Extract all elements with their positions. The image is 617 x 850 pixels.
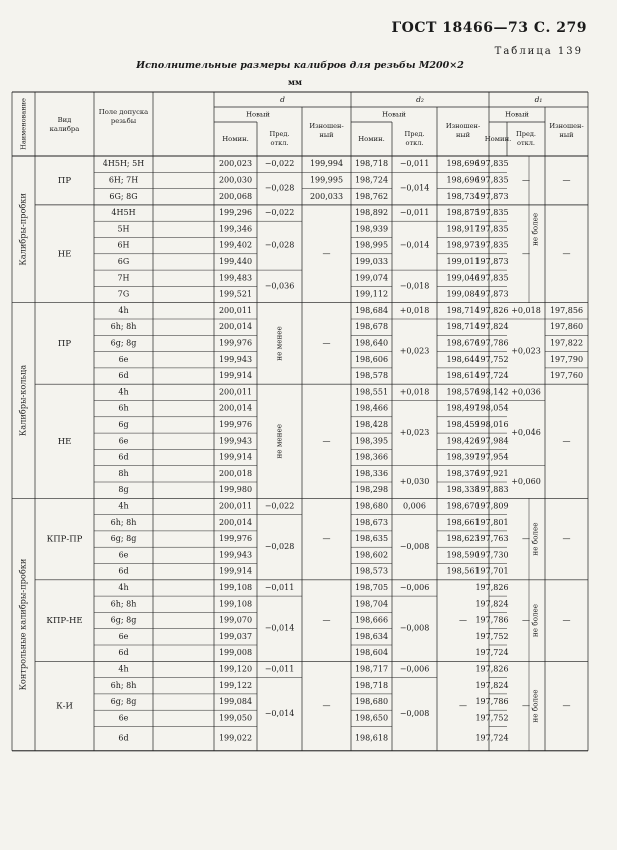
d-nominal-value: 199,108 <box>218 582 253 592</box>
d2p-value: −0,008 <box>399 623 430 633</box>
tolerance-field: 6d <box>118 733 129 743</box>
calibre-kind-label: ПР <box>57 338 72 349</box>
d2-nominal-value: 198,650 <box>354 713 389 723</box>
d2-worn-value: 198,376 <box>446 468 480 478</box>
table-title: Исполнительные размеры калибров для резьбы М200×2 <box>136 60 464 71</box>
tolerance-field: 6h; 8h <box>110 680 137 690</box>
d1-worn-value: 197,856 <box>549 305 584 315</box>
d2p-value: −0,008 <box>399 709 430 719</box>
d2-worn-value: 198,338 <box>446 485 480 495</box>
dp-value: −0,028 <box>264 183 295 193</box>
d-nominal-value: 199,943 <box>218 436 253 446</box>
d2-worn-value: 198,661 <box>446 517 480 527</box>
d2-nominal-value: 198,634 <box>354 631 389 641</box>
d2-nominal-value: 198,336 <box>354 468 389 478</box>
d2-nominal-value: 198,551 <box>354 387 389 397</box>
d-nominal-value: 200,014 <box>218 322 253 332</box>
d2-worn-value: 198,917 <box>446 224 480 234</box>
d2-worn-value: 198,397 <box>446 452 480 462</box>
d2p-value: +0,023 <box>399 428 430 438</box>
tolerance-field: 6h; 8h <box>110 599 137 609</box>
tolerance-field: 6e <box>118 550 129 560</box>
d1-nominal-value: 197,801 <box>475 517 509 527</box>
d2-worn-value: 198,714 <box>446 305 480 315</box>
d2p-value: −0,018 <box>399 281 430 291</box>
d1p-value: +0,060 <box>511 477 541 486</box>
tolerance-field: 6H <box>117 240 130 250</box>
d-nominal-value: 199,037 <box>218 631 253 641</box>
d1-nominal-value: 197,954 <box>475 452 509 462</box>
d2-nominal-value: 198,718 <box>354 159 389 169</box>
dp-value: −0,028 <box>264 542 295 552</box>
header-worn: Изношен- <box>309 122 344 130</box>
dp-value: −0,014 <box>264 709 295 719</box>
d2-nominal-value: 198,762 <box>354 191 389 201</box>
d2-nominal-value: 198,578 <box>354 371 389 381</box>
d1-nominal-value: 197,826 <box>475 305 509 315</box>
d1-nominal-value: 197,835 <box>475 273 509 283</box>
d-nominal-value: 199,008 <box>218 648 253 658</box>
unit-label: мм <box>288 77 302 87</box>
d1p-value: +0,046 <box>511 428 541 438</box>
calibre-kind-label: КПР-ПР <box>46 534 83 545</box>
group-label: Калибры-пробки <box>17 193 28 266</box>
d2-worn-value: 199,011 <box>446 256 480 266</box>
dw-value: — <box>322 436 331 446</box>
d2-worn-value: 199,084 <box>446 289 480 299</box>
dw-value: 199,995 <box>309 175 344 185</box>
ne-bolee-label: не более <box>530 689 540 723</box>
d1w-value: — <box>562 615 571 625</box>
d2-nominal-value: 199,074 <box>354 273 389 283</box>
dp-value: −0,028 <box>264 240 295 250</box>
d1-nominal-value: 197,826 <box>475 664 509 674</box>
tolerance-field: 6e <box>118 354 129 364</box>
d-nominal-value: 199,980 <box>218 485 253 495</box>
d-nominal-value: 200,014 <box>218 517 253 527</box>
tolerance-field: 6g; 8g <box>110 338 137 348</box>
dp-value: −0,022 <box>264 208 295 218</box>
tolerance-field: 6d <box>118 648 129 658</box>
dp-value: −0,011 <box>264 664 295 674</box>
d2-nominal-value: 198,705 <box>354 582 389 592</box>
ne-bolee-label: не более <box>530 522 540 556</box>
d-nominal-value: 199,521 <box>218 289 253 299</box>
d2-nominal-value: 198,995 <box>354 240 389 250</box>
d2-nominal-value: 198,666 <box>354 615 389 625</box>
d1-worn-value: 197,822 <box>549 338 584 348</box>
d2-nominal-value: 198,680 <box>354 501 389 511</box>
d2-nominal-value: 198,298 <box>354 485 389 495</box>
d-nominal-value: 199,022 <box>218 733 253 743</box>
header-pred-otkl: откл. <box>270 139 289 147</box>
d2-nominal-value: 198,640 <box>354 338 389 348</box>
calibre-kind-label: ПР <box>57 175 72 186</box>
tolerance-field: 8g <box>118 485 129 495</box>
header-d1: d₁ <box>534 95 543 104</box>
d-nominal-value: 199,296 <box>218 208 253 218</box>
d2-worn-value: 198,426 <box>446 436 480 446</box>
tolerance-field: 8h <box>118 468 129 478</box>
d-nominal-value: 200,014 <box>218 403 253 413</box>
header-pred-otkl: Пред. <box>269 130 290 138</box>
d1-worn-value: 197,790 <box>549 354 584 364</box>
d-nominal-value: 199,108 <box>218 599 253 609</box>
d2-nominal-value: 198,395 <box>354 436 389 446</box>
d2p-value: +0,018 <box>399 305 430 315</box>
tolerance-field: 7H <box>117 273 130 283</box>
dp-value: −0,036 <box>264 281 295 291</box>
calibre-kind-label: НЕ <box>57 249 72 260</box>
d-nominal-value: 200,030 <box>218 175 253 185</box>
d1w-value: — <box>562 534 571 544</box>
d1-nominal-value: 198,054 <box>475 403 509 413</box>
header-worn: Изношен- <box>549 122 584 130</box>
d2-nominal-value: 198,939 <box>354 224 389 234</box>
header-vid-kalibra: Вид <box>57 116 72 124</box>
header-nominal: Номин. <box>358 135 385 143</box>
d2-worn-value: 198,714 <box>446 322 480 332</box>
d2-nominal-value: 198,680 <box>354 697 389 707</box>
d1-nominal-value: 197,724 <box>475 648 509 658</box>
d-nominal-value: 200,011 <box>218 387 253 397</box>
ne-menee-label: не менее <box>274 424 284 459</box>
tolerance-field: 6g; 8g <box>110 534 137 544</box>
d1-nominal-value: 197,752 <box>475 354 509 364</box>
d2p-value: +0,018 <box>399 387 430 397</box>
d2-nominal-value: 198,673 <box>354 517 389 527</box>
d1-nominal-value: 197,824 <box>475 599 509 609</box>
d-nominal-value: 199,943 <box>218 354 253 364</box>
d1w-value: — <box>562 701 571 711</box>
d2p-value: −0,011 <box>399 159 430 169</box>
d-nominal-value: 199,402 <box>218 240 253 250</box>
header-worn: ный <box>559 131 574 139</box>
d1w-value: — <box>562 436 571 446</box>
d1-nominal-value: 197,835 <box>475 175 509 185</box>
header-worn: Изношен- <box>445 122 481 130</box>
d2-nominal-value: 198,892 <box>354 208 389 218</box>
header-d: d <box>280 95 285 104</box>
tolerance-field: 4h <box>118 664 129 674</box>
d2p-value: −0,014 <box>399 183 430 193</box>
d1-nominal-value: 197,701 <box>475 566 509 576</box>
d-nominal-value: 200,018 <box>218 468 253 478</box>
header-pred-otkl: откл. <box>516 139 536 147</box>
header-nominal: Номин. <box>484 135 512 143</box>
header-pole-dopuska: Поле допуска <box>98 108 149 116</box>
ne-bolee-label: не более <box>530 604 540 638</box>
tolerance-field: 6H; 7H <box>108 175 139 185</box>
d-nominal-value: 199,483 <box>218 273 253 283</box>
d1-nominal-value: 197,835 <box>475 224 509 234</box>
dw-value: — <box>322 615 331 625</box>
tolerance-field: 7G <box>117 289 130 299</box>
d2-worn-value: 198,614 <box>446 371 480 381</box>
document-header: ГОСТ 18466—73 С. 279 <box>391 20 587 36</box>
d1w-value: — <box>562 175 571 185</box>
tolerance-field: 6G; 8G <box>109 191 138 201</box>
tolerance-field: 6h; 8h <box>110 517 137 527</box>
header-pred-otkl: откл. <box>405 139 424 147</box>
d2-worn-value: 198,670 <box>446 501 480 511</box>
dp-value: −0,022 <box>264 159 295 169</box>
tolerance-field: 4H5H; 5H <box>102 159 145 169</box>
d1-nominal-value: 198,142 <box>475 387 509 397</box>
header-d2: d₂ <box>416 95 424 104</box>
d2p-value: 0,006 <box>403 501 426 511</box>
d2-worn-value: 198,734 <box>446 191 480 201</box>
ne-bolee-label: не более <box>530 212 540 246</box>
d2p-value: +0,030 <box>399 477 430 486</box>
dw-value: — <box>322 701 331 711</box>
header-new: Новый <box>382 110 406 119</box>
d2p-value: −0,011 <box>399 208 430 218</box>
d1-nominal-value: 197,835 <box>475 208 509 218</box>
tolerance-field: 6d <box>118 566 129 576</box>
header-pred-otkl: Пред. <box>515 130 537 138</box>
d1-nominal-value: 197,835 <box>475 159 509 169</box>
header-naimenovanie: Наименование <box>19 98 28 150</box>
tolerance-field: 6e <box>118 631 129 641</box>
d2-nominal-value: 198,717 <box>354 664 389 674</box>
d1-worn-value: 197,760 <box>549 371 584 381</box>
d2w-value: — <box>459 701 467 711</box>
d1-nominal-value: 197,873 <box>475 256 509 266</box>
d-nominal-value: 199,084 <box>218 697 253 707</box>
tolerance-field: 5H <box>117 224 130 234</box>
header-new: Новый <box>246 110 270 119</box>
d2p-value: −0,006 <box>399 664 430 674</box>
header-pred-otkl: Пред. <box>404 130 425 138</box>
calibre-kind-label: К-И <box>56 701 73 712</box>
tolerance-field: 4h <box>118 387 129 397</box>
dp-value: −0,011 <box>264 582 295 592</box>
d-nominal-value: 199,976 <box>218 338 253 348</box>
header-worn: ный <box>455 131 471 139</box>
header-worn: ный <box>319 131 334 139</box>
d2-nominal-value: 198,428 <box>354 419 389 429</box>
d2-nominal-value: 198,466 <box>354 403 389 413</box>
d-nominal-value: 199,346 <box>218 224 253 234</box>
d1-nominal-value: 197,873 <box>475 289 509 299</box>
d2-worn-value: 198,696 <box>446 159 480 169</box>
d2-nominal-value: 198,604 <box>354 648 389 658</box>
d2-worn-value: 198,973 <box>446 240 480 250</box>
tolerance-field: 6g <box>118 419 129 429</box>
d1-nominal-value: 197,873 <box>475 191 509 201</box>
d2-nominal-value: 199,033 <box>354 256 389 266</box>
table-grid <box>12 92 600 832</box>
d2-nominal-value: 198,618 <box>354 733 389 743</box>
d-nominal-value: 199,914 <box>218 452 253 462</box>
d1-nominal-value: 197,824 <box>475 322 509 332</box>
header-new: Новый <box>505 110 529 119</box>
d-nominal-value: 199,050 <box>218 713 253 723</box>
d1-nominal-value: 197,835 <box>475 240 509 250</box>
d2-nominal-value: 198,635 <box>354 534 389 544</box>
tolerance-field: 4h <box>118 582 129 592</box>
tolerance-field: 6e <box>118 436 129 446</box>
tolerance-field: 4H5H <box>111 208 136 218</box>
d1p-value: — <box>522 615 530 625</box>
tolerance-field: 6g; 8g <box>110 615 137 625</box>
d2-worn-value: 198,590 <box>446 550 480 560</box>
d2-nominal-value: 198,366 <box>354 452 389 462</box>
dw-value: 199,994 <box>309 159 344 169</box>
d1-nominal-value: 197,752 <box>475 631 509 641</box>
header-vid-kalibra: калибра <box>49 125 80 133</box>
d1-nominal-value: 197,763 <box>475 534 509 544</box>
d1p-value: +0,036 <box>511 387 541 397</box>
d1p-value: — <box>522 248 530 258</box>
d1-nominal-value: 197,752 <box>475 713 509 723</box>
d1-nominal-value: 197,786 <box>475 615 509 625</box>
d1p-value: — <box>522 175 530 185</box>
d-nominal-value: 199,976 <box>218 419 253 429</box>
d1-worn-value: 197,860 <box>549 322 584 332</box>
d2-nominal-value: 199,112 <box>354 289 389 299</box>
dw-value: 200,033 <box>309 191 344 201</box>
d1p-value: +0,023 <box>511 346 541 356</box>
tolerance-field: 6h <box>118 403 129 413</box>
d1-nominal-value: 197,786 <box>475 697 509 707</box>
header-nominal: Номин. <box>222 135 249 143</box>
d2-worn-value: 198,459 <box>446 419 480 429</box>
d1p-value: +0,018 <box>511 305 541 315</box>
d2w-value: — <box>459 615 467 625</box>
tolerance-field: 6d <box>118 452 129 462</box>
d2-nominal-value: 198,718 <box>354 680 389 690</box>
ne-menee-label: не менее <box>274 326 284 361</box>
d1p-value: — <box>522 534 530 544</box>
d2-worn-value: 198,561 <box>446 566 480 576</box>
group-label: Калибры-кольца <box>17 364 28 437</box>
d-nominal-value: 200,023 <box>218 159 253 169</box>
d-nominal-value: 200,068 <box>218 191 253 201</box>
group-label: Контрольные калибры-пробки <box>17 558 28 691</box>
dp-value: −0,022 <box>264 501 295 511</box>
d1-nominal-value: 197,809 <box>475 501 509 511</box>
d2-worn-value: 198,497 <box>446 403 480 413</box>
dw-value: — <box>322 338 331 348</box>
tolerance-field: 4h <box>118 501 129 511</box>
calibre-table <box>12 92 600 832</box>
d1-nominal-value: 197,824 <box>475 680 509 690</box>
d-nominal-value: 199,440 <box>218 256 253 266</box>
d1-nominal-value: 197,883 <box>475 485 509 495</box>
d2-nominal-value: 198,684 <box>354 305 389 315</box>
d1-nominal-value: 197,724 <box>475 371 509 381</box>
d2-nominal-value: 198,602 <box>354 550 389 560</box>
calibre-kind-label: КПР-НЕ <box>46 616 83 627</box>
d2-nominal-value: 198,678 <box>354 322 389 332</box>
d2-worn-value: 199,046 <box>446 273 480 283</box>
d2p-value: +0,023 <box>399 346 430 356</box>
tolerance-field: 6h; 8h <box>110 322 137 332</box>
d1-nominal-value: 197,984 <box>475 436 509 446</box>
tolerance-field: 6d <box>118 371 129 381</box>
dw-value: — <box>322 248 331 258</box>
d2-worn-value: 198,696 <box>446 175 480 185</box>
d1w-value: — <box>562 248 571 258</box>
d2-worn-value: 198,576 <box>446 387 480 397</box>
tolerance-field: 6g; 8g <box>110 697 137 707</box>
d1p-value: — <box>522 701 530 711</box>
d1-nominal-value: 197,921 <box>475 468 509 478</box>
d2-worn-value: 198,676 <box>446 338 480 348</box>
d-nominal-value: 199,976 <box>218 534 253 544</box>
d-nominal-value: 199,943 <box>218 550 253 560</box>
d-nominal-value: 199,070 <box>218 615 253 625</box>
header-pole-dopuska: резьбы <box>110 117 137 125</box>
calibre-kind-label: НЕ <box>57 436 72 447</box>
d-nominal-value: 199,914 <box>218 371 253 381</box>
tolerance-field: 6G <box>117 256 130 266</box>
d-nominal-value: 199,914 <box>218 566 253 576</box>
dp-value: −0,014 <box>264 623 295 633</box>
d2p-value: −0,014 <box>399 240 430 250</box>
d2-nominal-value: 198,724 <box>354 175 389 185</box>
d2-worn-value: 198,875 <box>446 208 480 218</box>
tolerance-field: 4h <box>118 305 129 315</box>
d-nominal-value: 199,120 <box>218 664 253 674</box>
d2p-value: −0,006 <box>399 582 430 592</box>
d2-nominal-value: 198,573 <box>354 566 389 576</box>
d-nominal-value: 199,122 <box>218 680 253 690</box>
d2-worn-value: 198,623 <box>446 534 480 544</box>
d1-nominal-value: 197,730 <box>475 550 509 560</box>
dw-value: — <box>322 534 331 544</box>
d2-nominal-value: 198,704 <box>354 599 389 609</box>
d1-nominal-value: 197,786 <box>475 338 509 348</box>
d-nominal-value: 200,011 <box>218 501 253 511</box>
tolerance-field: 6e <box>118 713 129 723</box>
d2p-value: −0,008 <box>399 542 430 552</box>
d1-nominal-value: 197,724 <box>475 733 509 743</box>
d1-nominal-value: 198,016 <box>475 419 509 429</box>
d-nominal-value: 200,011 <box>218 305 253 315</box>
table-number: Таблица 139 <box>494 46 583 57</box>
d1-nominal-value: 197,826 <box>475 582 509 592</box>
d2-nominal-value: 198,606 <box>354 354 389 364</box>
d2-worn-value: 198,644 <box>446 354 480 364</box>
